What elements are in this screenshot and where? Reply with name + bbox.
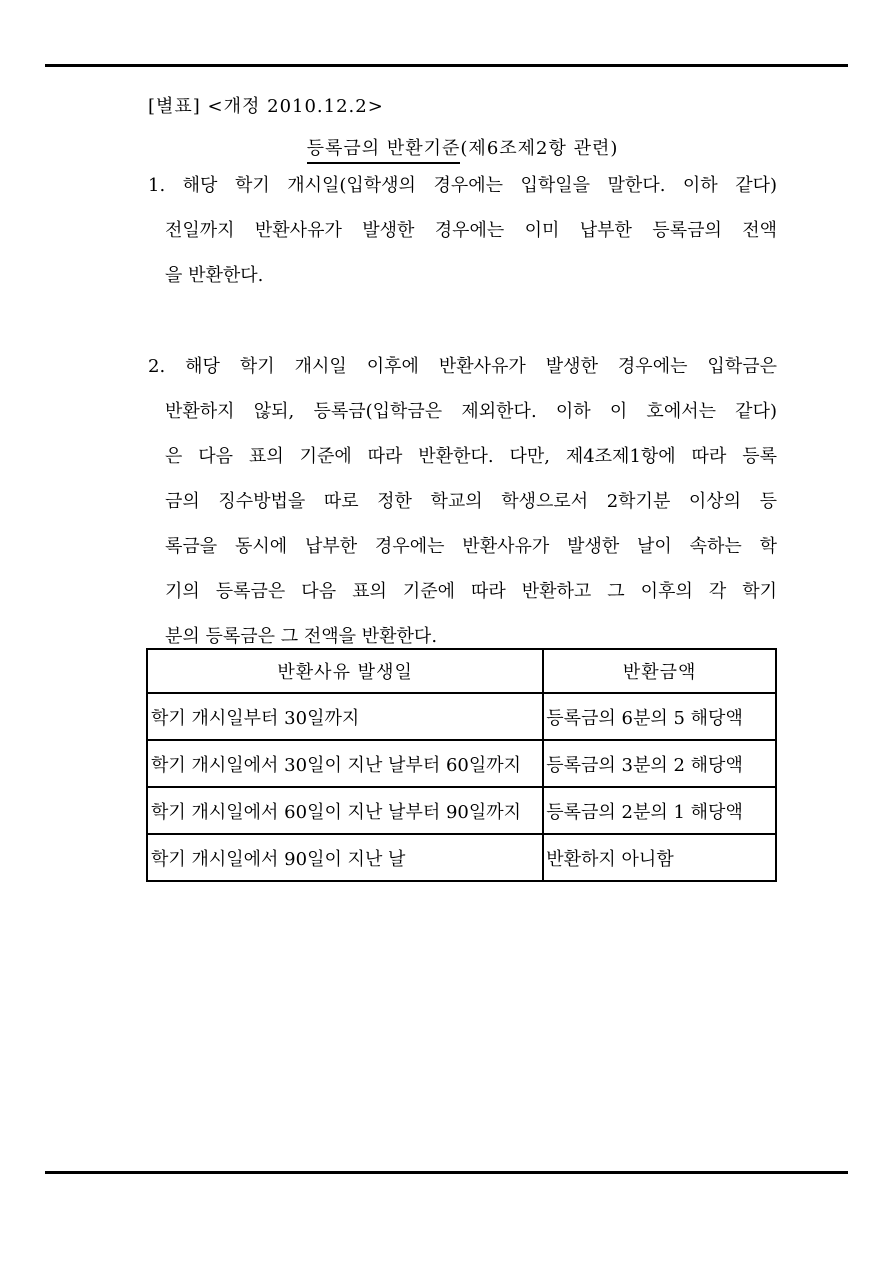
paragraph-line: 반환하지 않되, 등록금(입학금은 제외한다. 이하 이 호에서는 같다) xyxy=(165,401,777,422)
table-cell-event-date: 학기 개시일에서 30일이 지난 날부터 60일까지 xyxy=(147,740,543,787)
table-row xyxy=(147,787,776,834)
table-cell-refund-amount: 등록금의 2분의 1 해당액 xyxy=(543,787,776,834)
table-cell-event-date: 학기 개시일에서 60일이 지난 날부터 90일까지 xyxy=(147,787,543,834)
paragraph-line: 전일까지 반환사유가 발생한 경우에는 이미 납부한 등록금의 전액 xyxy=(165,220,777,241)
paragraph-line: 록금을 동시에 납부한 경우에는 반환사유가 발생한 날이 속하는 학 xyxy=(165,536,777,557)
table-row xyxy=(147,740,776,787)
bottom-horizontal-rule xyxy=(45,1171,848,1174)
paragraph-1 xyxy=(148,163,777,298)
table-row xyxy=(147,693,776,740)
refund-table xyxy=(146,648,777,882)
table-cell-event-date: 학기 개시일부터 30일까지 xyxy=(147,693,543,740)
table-header-event-date: 반환사유 발생일 xyxy=(147,649,543,693)
table-header-refund-amount: 반환금액 xyxy=(543,649,776,693)
paragraph-line: 기의 등록금은 다음 표의 기준에 따라 반환하고 그 이후의 각 학기 xyxy=(165,581,777,602)
annex-label: [별표] <개정 2010.12.2> xyxy=(148,96,384,117)
table-header-row xyxy=(147,649,776,693)
paragraph-line: 을 반환한다. xyxy=(165,265,264,286)
table-cell-event-date: 학기 개시일에서 90일이 지난 날 xyxy=(147,834,543,881)
paragraph-line: 은 다음 표의 기준에 따라 반환한다. 다만, 제4조제1항에 따라 등록 xyxy=(165,446,777,467)
table-cell-refund-amount: 등록금의 6분의 5 해당액 xyxy=(543,693,776,740)
paragraph-line: 분의 등록금은 그 전액을 반환한다. xyxy=(165,626,438,647)
top-horizontal-rule xyxy=(45,64,848,67)
document-title xyxy=(148,134,777,160)
table-cell-refund-amount: 반환하지 아니함 xyxy=(543,834,776,881)
paragraph-line: 1. 해당 학기 개시일(입학생의 경우에는 입학일을 말한다. 이하 같다) xyxy=(148,175,777,196)
document-title-reference: (제6조제2항 관련) xyxy=(460,138,619,159)
paragraph-line: 금의 징수방법을 따로 정한 학교의 학생으로서 2학기분 이상의 등 xyxy=(165,491,777,512)
table-row xyxy=(147,834,776,881)
document-title-underlined-text: 등록금의 반환기준 xyxy=(307,138,461,164)
table-cell-refund-amount: 등록금의 3분의 2 해당액 xyxy=(543,740,776,787)
paragraph-line: 2. 해당 학기 개시일 이후에 반환사유가 발생한 경우에는 입학금은 xyxy=(148,356,777,377)
paragraph-2 xyxy=(148,344,777,659)
